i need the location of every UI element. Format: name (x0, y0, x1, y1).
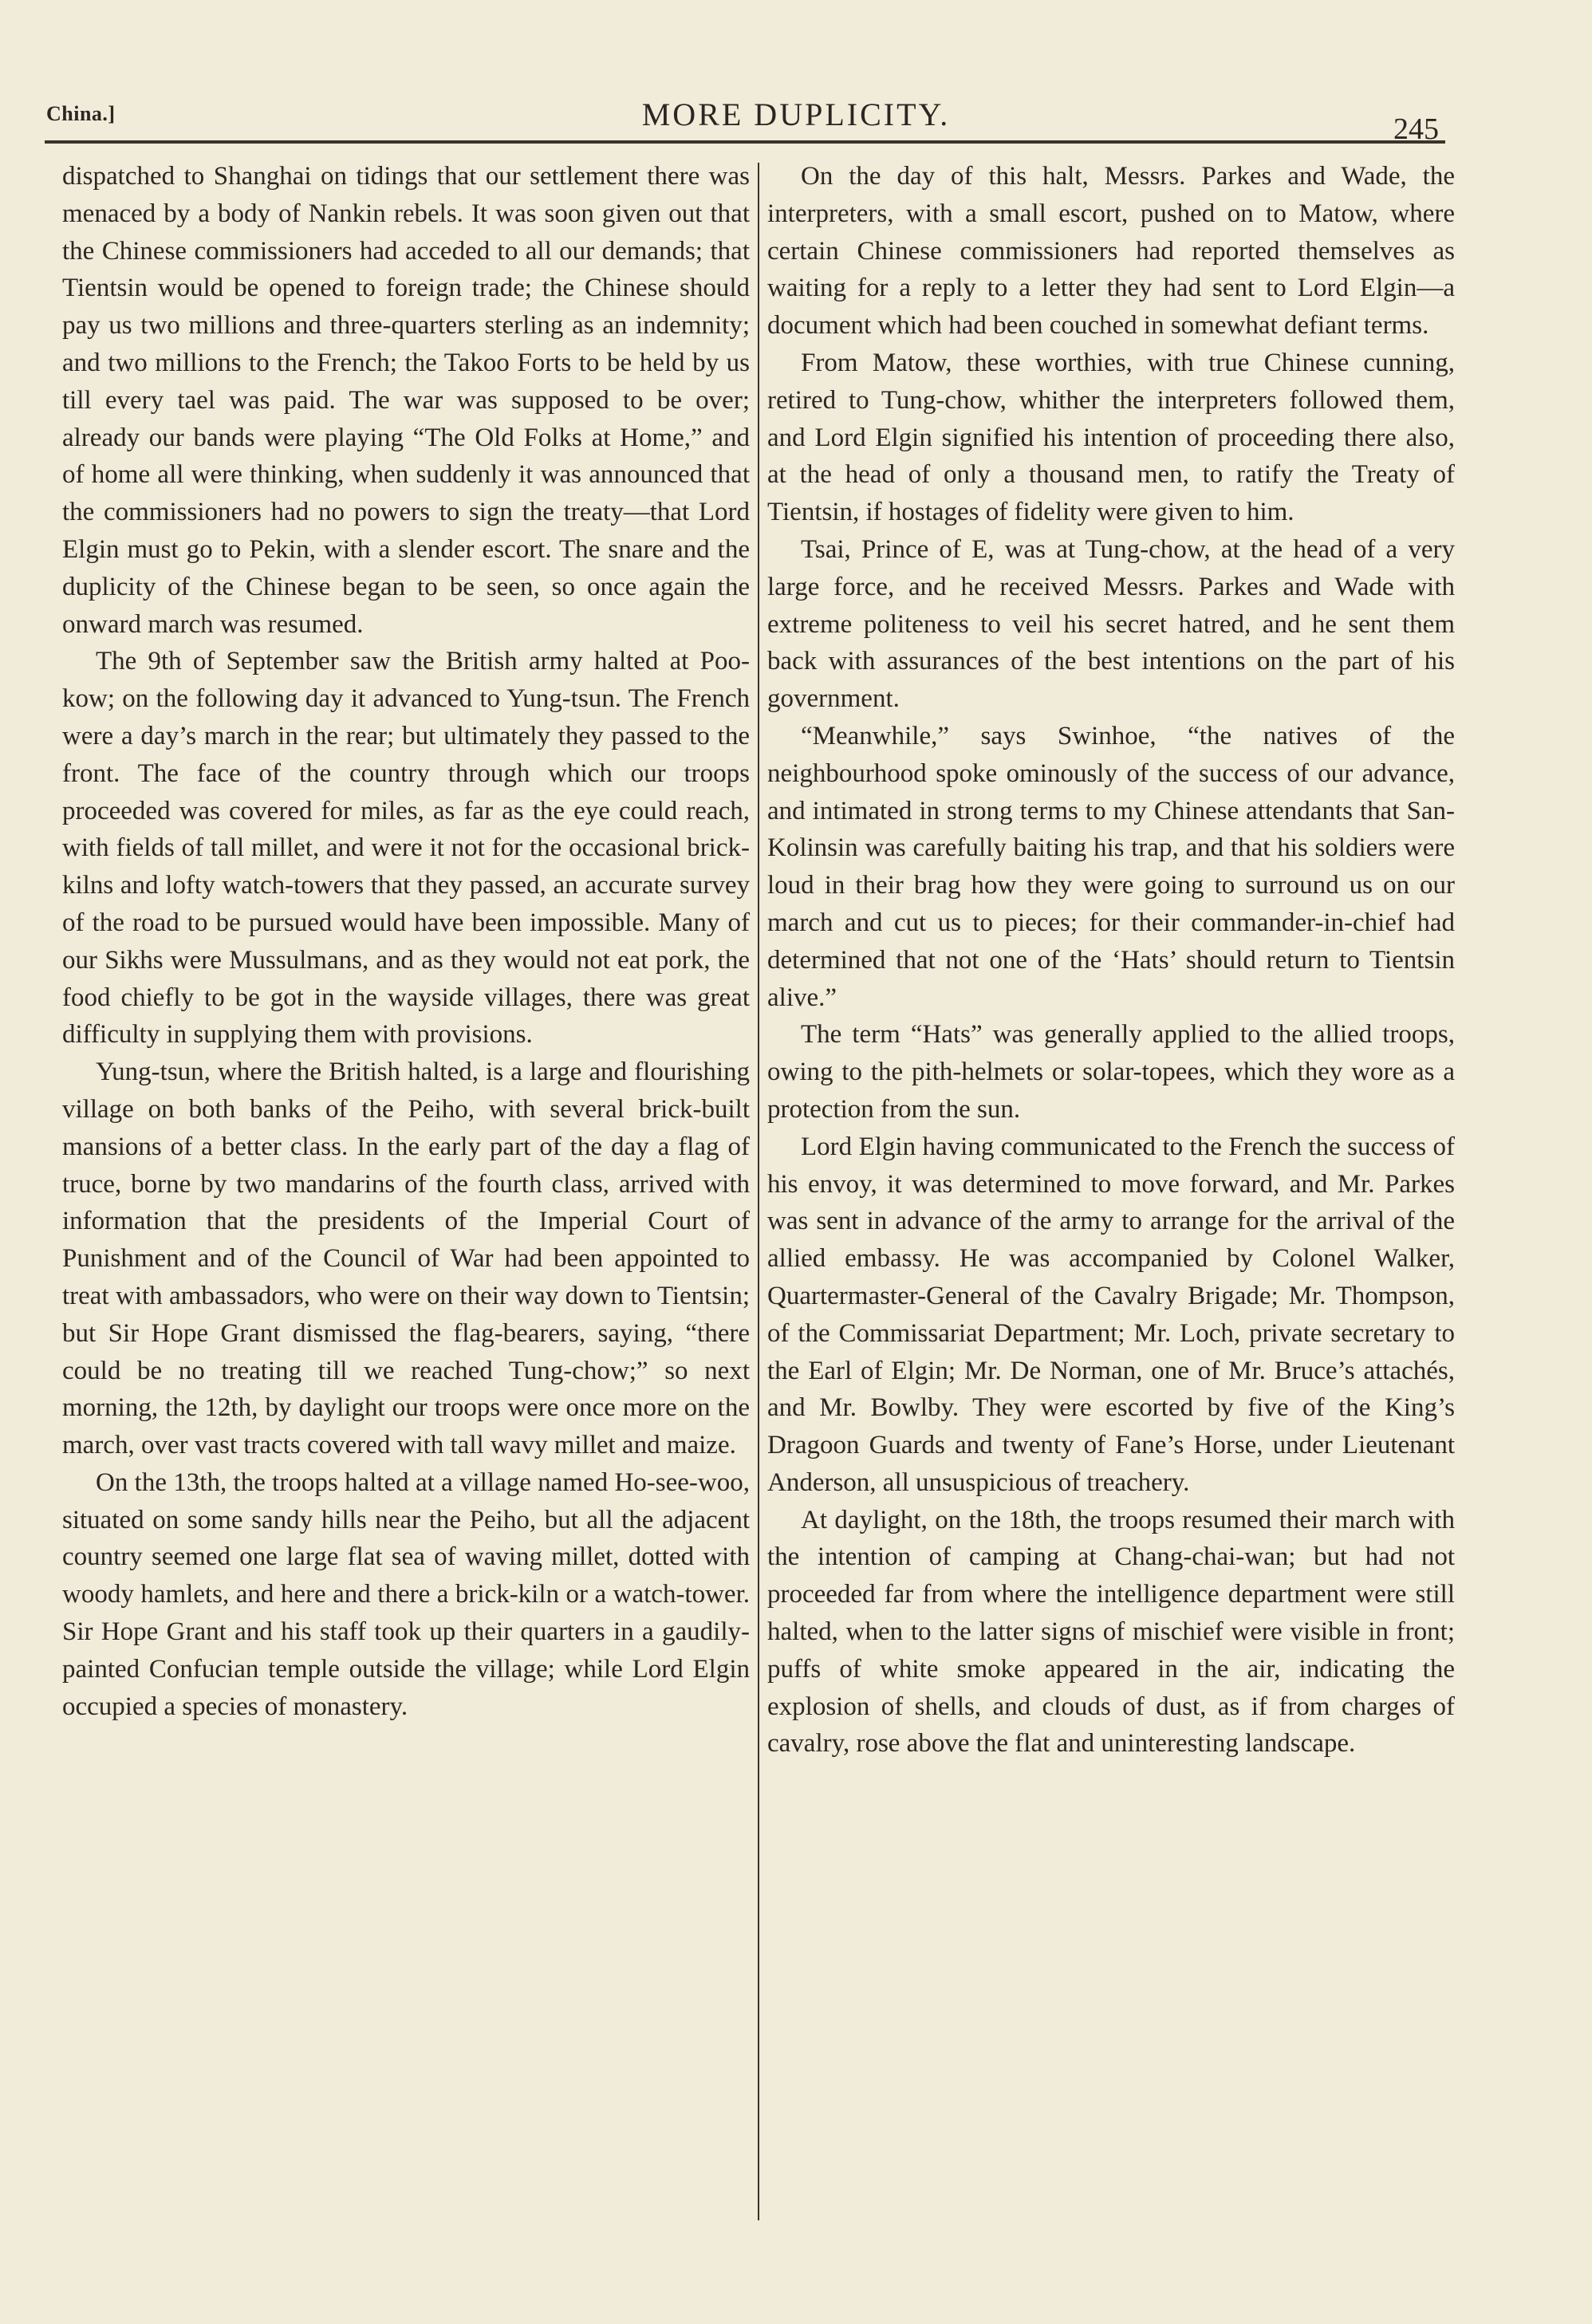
paragraph: On the 13th, the troops halted at a village named Ho-see-woo, situated on some sandy hills near the Peiho, but all the adjacent country seemed one large flat sea of waving millet, dotted with woody hamlets, and here and there a brick-kiln or a watch-tower. Sir Hope Grant and his staff took up their quarters in a gaudily-painted Confucian temple outside the village; while Lord Elgin occupied a species of monastery. (62, 1467, 750, 1721)
column-divider (758, 163, 759, 2220)
paragraph: dispatched to Shanghai on tidings that our settlement there was menaced by a body of Nankin rebels. It was soon given out that the Chinese commissioners had acceded to all our demands; that Tientsin would be opened to foreign trade; the Chinese should pay us two millions and three-quarters sterling as an indemnity; and two millions to the French; the Takoo Forts to be held by us till every tael was paid. The war was supposed to be over; already our bands were playing “The Old Folks at Home,” and of home all were thinking, when suddenly it was announced that the commissioners had no powers to sign the treaty—that Lord Elgin must go to Pekin, with a slender escort. The snare and the duplicity of the Chinese began to be seen, so once again the onward march was resumed. (62, 162, 750, 639)
paragraph: The 9th of September saw the British army halted at Poo-kow; on the following day it advanced to Yung-tsun. The French were a day’s march in the rear; but ultimately they passed to the front. The face of the country through which our troops proceeded was covered for miles, as far as the eye could reach, with fields of tall millet, and were it not for the occasional brick-kilns and lofty watch-towers that they passed, an accurate survey of the road to be pursued would have been impossible. Many of our Sikhs were Mussulmans, and as they would not eat pork, the food chiefly to be got in the wayside villages, there was great difficulty in supplying them with provisions. (62, 647, 750, 1050)
paragraph: Lord Elgin having communicated to the French the success of his envoy, it was determined to move forward, and Mr. Parkes was sent in advance of the army to arrange for the arrival of the allied embassy. He was accompanied by Colonel Walker, Quartermaster-General of the Cavalry Brigade; Mr. Thompson, of the Commissariat Department; Mr. Loch, private secretary to the Earl of Elgin; Mr. De Norman, one of Mr. Bruce’s attachés, and Mr. Bowlby. They were escorted by five of the King’s Dragoon Guards and twenty of Fane’s Horse, under Lieutenant Anderson, all unsuspicious of treachery. (767, 1132, 1455, 1497)
paragraph: On the day of this halt, Messrs. Parkes and Wade, the interpreters, with a small escort, pushed on to Matow, where certain Chinese commissioners had reported themselves as waiting for a reply to a letter they had sent to Lord Elgin—a document which had been couched in somewhat defiant terms. (767, 162, 1455, 341)
paragraph: Tsai, Prince of E, was at Tung-chow, at the head of a very large force, and he received Messrs. Parkes and Wade with extreme politeness to veil his secret hatred, and he sent them back with assurances of the best intentions on the part of his government. (767, 534, 1455, 714)
paragraph: The term “Hats” was generally applied to the allied troops, owing to the pith-helmets or solar-topees, which they wore as a protection from the sun. (767, 1020, 1455, 1124)
page-number: 245 (1393, 112, 1439, 146)
header-rule (45, 140, 1445, 144)
paragraph: From Matow, these worthies, with true Chinese cunning, retired to Tung-chow, whither the interpreters followed them, and Lord Elgin signified his intention of proceeding there also, at the head of only a thousand men, to ratify the Treaty of Tientsin, if hostages of fidelity were given to him. (767, 348, 1455, 527)
running-head-section: China.] (46, 102, 116, 125)
running-head-title: MORE DUPLICITY. (641, 97, 951, 132)
left-column (62, 158, 750, 1725)
paragraph: At daylight, on the 18th, the troops resumed their march with the intention of camping at Chang-chai-wan; but had not proceeded far from where the intelligence department were still halted, when to the latter signs of mischief were visible in front; puffs of white smoke appeared in the air, indicating the explosion of shells, and clouds of dust, as if from charges of cavalry, rose above the flat and uninteresting landscape. (767, 1505, 1455, 1759)
paragraph: Yung-tsun, where the British halted, is a large and flourishing village on both banks of the Peiho, with several brick-built mansions of a better class. In the early part of the day a flag of truce, borne by two mandarins of the fourth class, arrived with information that the presidents of the Imperial Court of Punishment and of the Council of War had been appointed to treat with ambassadors, who were on their way down to Tientsin; but Sir Hope Grant dismissed the flag-bearers, saying, “there could be no treating till we reached Tung-chow;” so next morning, the 12th, by daylight our troops were once more on the march, over vast tracts covered with tall wavy millet and maize. (62, 1058, 750, 1460)
paragraph: “Meanwhile,” says Swinhoe, “the natives of the neighbourhood spoke ominously of the success of our advance, and intimated in strong terms to my Chinese attendants that San-Kolinsin was carefully baiting his trap, and that his soldiers were loud in their brag how they were going to surround us on our march and cut us to pieces; for their commander-in-chief had determined that not one of the ‘Hats’ should return to Tientsin alive.” (767, 721, 1455, 1012)
right-column (767, 158, 1455, 1763)
